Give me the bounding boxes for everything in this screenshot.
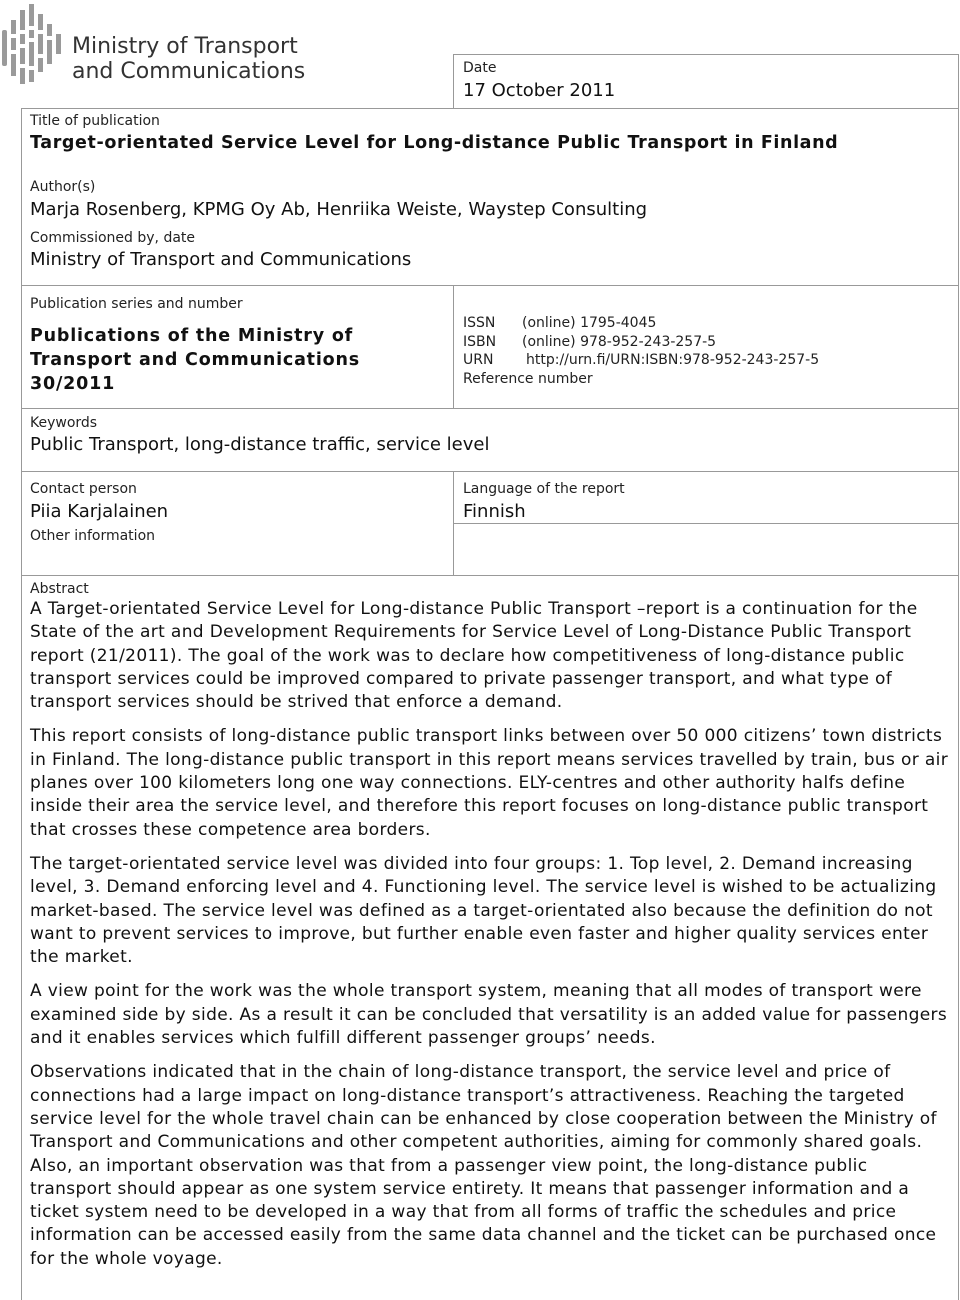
contact-box [21, 471, 454, 576]
isbn-key: ISBN [463, 334, 497, 350]
ministry-logo [0, 0, 460, 100]
isbn-value: (online) 978-952-243-257-5 [522, 334, 717, 350]
other-information-box [453, 523, 959, 576]
commissioned-value: Ministry of Transport and Communications [30, 249, 412, 270]
logo-text-line2: and Communications [72, 59, 306, 84]
abstract-paragraph: A Target-orientated Service Level for Long-distance Public Transport –report is a continuation for the State of the art and Development Requirements for Service Level of Long-Distance Public Transport report (21/2011). The goal of the work was to declare how competitiveness of long-distance public transport services could be improved compared to private passenger transport, and what type of transport services should be strived that enforce a demand. [30, 599, 918, 713]
series-number: 30/2011 [30, 374, 116, 394]
issn-key: ISSN [463, 315, 496, 331]
identifiers-box [453, 285, 959, 409]
authors-label: Author(s) [30, 179, 96, 195]
contact-value: Piia Karjalainen [30, 501, 169, 522]
logo-text-line1: Ministry of Transport [72, 34, 298, 59]
abstract-paragraph: This report consists of long-distance public transport links between over 50 000 citizens’ town districts in Finland. The long-distance public transport in this report means services travelled by train, bus or air planes over 100 kilometers long one way connections. ELY-centres and other authority halfs define inside their area the service level, and therefore this report focuses on long-distance public transport that crosses these competence area borders. [30, 726, 949, 840]
title-label: Title of publication [30, 113, 160, 129]
commissioned-label: Commissioned by, date [30, 230, 196, 246]
language-value: Finnish [463, 501, 526, 522]
series-label: Publication series and number [30, 296, 243, 312]
contact-label: Contact person [30, 481, 137, 497]
keywords-box [21, 408, 959, 472]
abstract-text [30, 598, 950, 1282]
series-box [21, 285, 454, 409]
keywords-label: Keywords [30, 415, 98, 431]
publication-title: Target-orientated Service Level for Long-distance Public Transport in Finland [30, 133, 839, 153]
language-label: Language of the report [463, 481, 625, 497]
abstract-box [21, 575, 959, 1300]
abstract-paragraph: Observations indicated that in the chain of long-distance transport, the service level and price of connections had a large impact on long-distance transport’s attractiveness. Reaching the targeted service level for the whole travel chain can be enhanced by close cooperation between the Ministry of Transport and Communications and other competent authorities, aiming for commonly shared goals. Also, an important observation was that from a passenger view point, the long-distance public transport should appear as one system service entirety. It means that passenger information and a ticket system need to be developed in a way that from all forms of traffic the schedules and price information can be accessed easily from the same data channel and the ticket can be purchased once for the whole voyage. [30, 1062, 937, 1269]
authors-value: Marja Rosenberg, KPMG Oy Ab, Henriika Weiste, Waystep Consulting [30, 199, 648, 220]
series-line2: Transport and Communications [30, 350, 360, 370]
abstract-label: Abstract [30, 581, 89, 597]
reference-number-label: Reference number [463, 371, 593, 387]
other-information-label: Other information [30, 528, 156, 544]
ministry-emblem-icon [0, 0, 66, 100]
date-value: 17 October 2011 [463, 80, 616, 101]
date-label: Date [463, 60, 497, 76]
abstract-paragraph: The target-orientated service level was divided into four groups: 1. Top level, 2. Demand increasing level, 3. Demand enforcing level and 4. Functioning level. The service level is wished to be actualizing market-based. The service level was defined as a target-orientated also because the definition do not want to prevent services to improve, but further enable even faster and higher quality services enter the market. [30, 853, 937, 968]
publication-info-box [21, 108, 959, 286]
date-box [453, 54, 959, 109]
keywords-value: Public Transport, long-distance traffic, service level [30, 434, 490, 455]
language-box [453, 471, 959, 524]
abstract-paragraph: A view point for the work was the whole transport system, meaning that all modes of transport were examined side by side. As a result it can be concluded that versatility is an added value for passengers and it enables services which fulfill different passenger groups’ needs. [30, 981, 948, 1049]
series-line1: Publications of the Ministry of [30, 326, 354, 346]
issn-value: (online) 1795-4045 [522, 315, 657, 331]
urn-key: URN [463, 352, 494, 368]
urn-value: http://urn.fi/URN:ISBN:978-952-243-257-5 [526, 352, 820, 368]
